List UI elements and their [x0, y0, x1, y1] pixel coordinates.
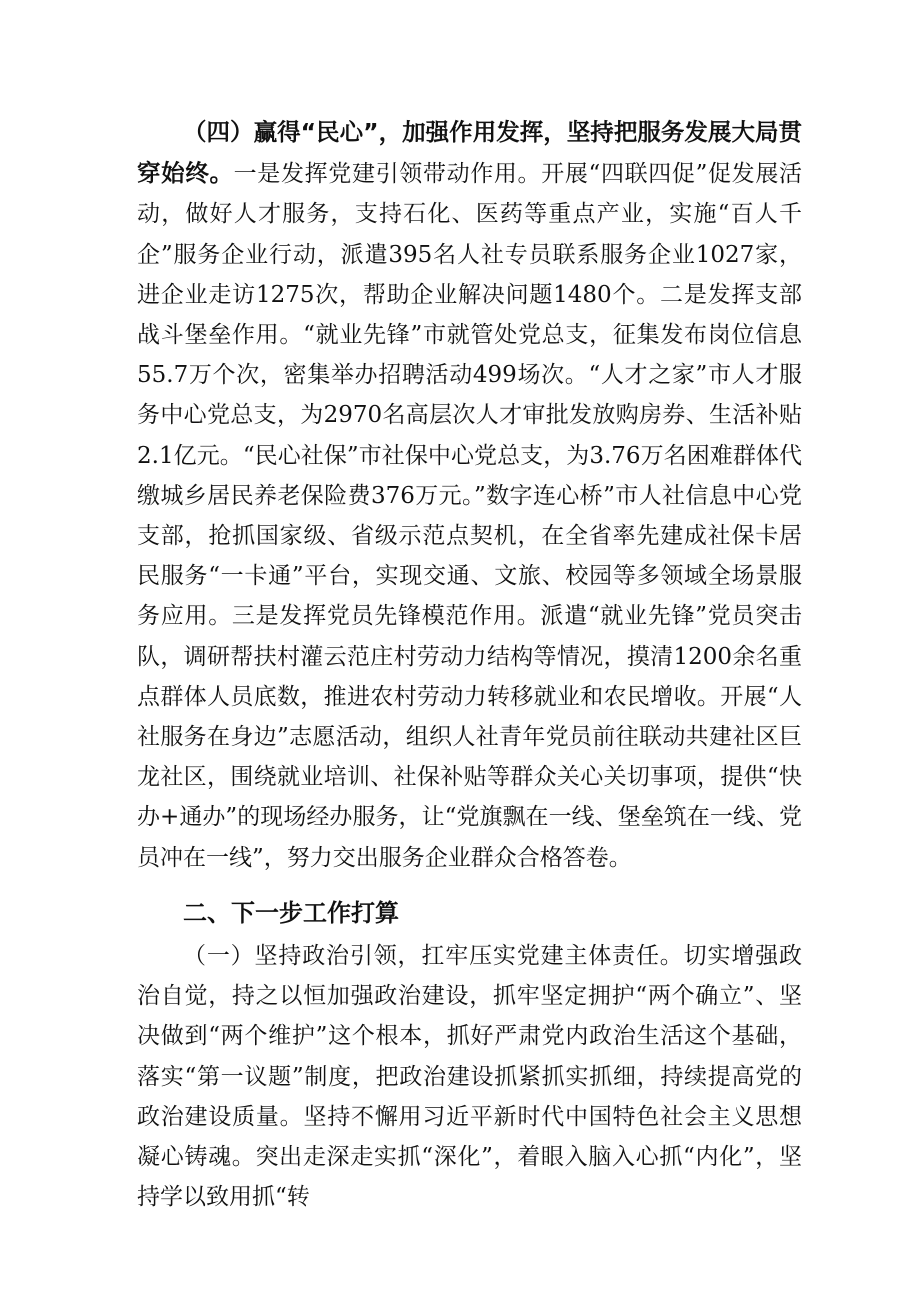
paragraph-party-service: [137, 112, 802, 878]
paragraph-body: 一是发挥党建引领带动作用。开展“四联四促”促发展活动，做好人才服务，支持石化、医药等重点产业，实施“百人千企”服务企业行动，派遣395名人社专员联系服务企业1027家，进企业走访1275次，帮助企业解决问题1480个。二是发挥支部战斗堡垒作用。“就业先锋”市就管处党总支，征集发布岗位信息55.7万个次，密集举办招聘活动499场次。“人才之家”市人才服务中心党总支，为2970名高层次人才审批发放购房券、生活补贴2.1亿元。“民心社保”市社保中心党总支，为3.76万名困难群体代缴城乡居民养老保险费376万元。”数字连心桥”市人社信息中心党支部，抢抓国家级、省级示范点契机，在全省率先建成社保卡居民服务“一卡通”平台，实现交通、文旅、校园等多领域全场景服务应用。三是发挥党员先锋模范作用。派遣“就业先锋”党员突击队，调研帮扶村灌云范庄村劳动力结构等情况，摸清1200余名重点群体人员底数，推进农村劳动力转移就业和农民增收。开展“人社服务在身边”志愿活动，组织人社青年党员前往联动共建社区巨龙社区，围绕就业培训、社保补贴等群众关心关切事项，提供“快办+通办”的现场经办服务，让“党旗飘在一线、堡垒筑在一线、党员冲在一线”，努力交出服务企业群众合格答卷。: [137, 161, 802, 871]
paragraph-political-leadership: （一）坚持政治引领，扛牢压实党建主体责任。切实增强政治自觉，持之以恒加强政治建设，抓牢坚定拥护“两个确立”、坚决做到“两个维护”这个根本，抓好严肃党内政治生活这个基础，落实“第一议题”制度，把政治建设抓紧抓实抓细，持续提高党的政治建设质量。坚持不懈用习近平新时代中国特色社会主义思想凝心铸魂。突出走深走实抓“深化”，着眼入脑入心抓“内化”，坚持学以致用抓“转: [137, 943, 802, 1211]
section-heading-next-steps: 二、下一步工作打算: [183, 899, 399, 927]
paragraph-bold-lead: （四）赢得“民心”，加强作用发挥，坚持把服务发展大局贯穿始终。: [137, 118, 802, 188]
